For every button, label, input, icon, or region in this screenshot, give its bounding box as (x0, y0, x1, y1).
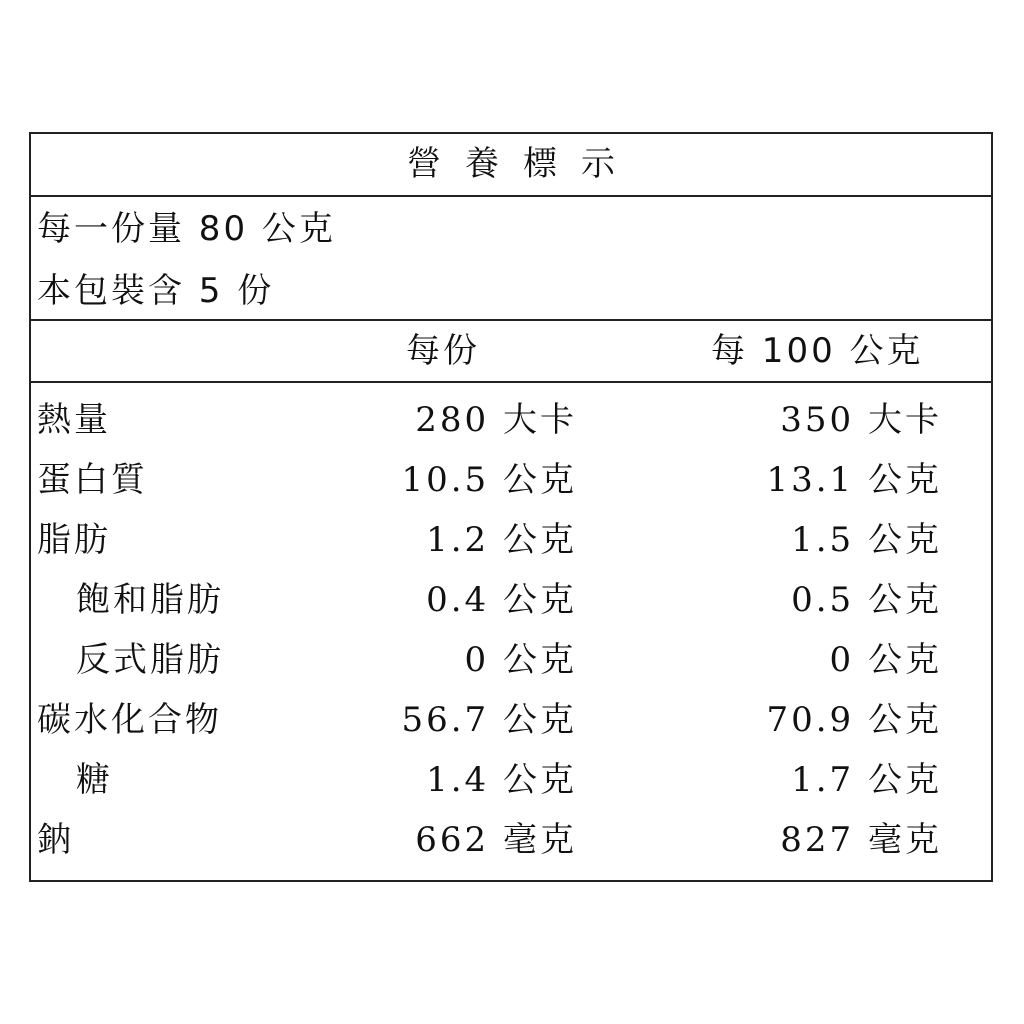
nutrient-row (31, 570, 991, 630)
value-per-100g-number: 827 (780, 820, 855, 860)
value-per-100g-unit: 公克 (854, 460, 942, 500)
column-header-section (31, 321, 991, 383)
value-per-serving (415, 400, 577, 440)
nutrient-name: 鈉 (37, 820, 74, 860)
value-per-serving-number: 0.4 (426, 580, 490, 620)
nutrient-row (31, 450, 991, 510)
value-per-100g-unit: 公克 (854, 760, 942, 800)
value-per-100g-unit: 大卡 (854, 400, 942, 440)
value-per-serving-unit: 大卡 (489, 400, 577, 440)
nutrient-name: 反式脂肪 (76, 640, 224, 680)
nutrient-rows (31, 383, 991, 880)
nutrition-label (29, 132, 993, 882)
nutrient-row (31, 690, 991, 750)
value-per-100g-number: 1.7 (791, 760, 855, 800)
value-per-100g (766, 460, 942, 500)
value-per-100g (791, 760, 942, 800)
nutrient-name: 脂肪 (37, 520, 111, 560)
value-per-100g-number: 350 (780, 400, 855, 440)
nutrient-row (31, 810, 991, 870)
value-per-serving-unit: 公克 (489, 460, 577, 500)
value-per-serving (426, 580, 577, 620)
servings-per-package: 本包裝含 5 份 (37, 271, 275, 311)
value-per-100g (766, 700, 942, 740)
value-per-serving-unit: 公克 (489, 760, 577, 800)
value-per-serving-number: 662 (415, 820, 490, 860)
nutrient-name: 碳水化合物 (37, 700, 222, 740)
value-per-100g-number: 0 (829, 640, 855, 680)
value-per-serving (465, 640, 577, 680)
value-per-100g-unit: 公克 (854, 700, 942, 740)
label-title-section (31, 134, 991, 197)
nutrient-row (31, 390, 991, 450)
label-title: 營養標示 (407, 144, 639, 184)
value-per-serving-number: 280 (415, 400, 490, 440)
serving-info-section (31, 197, 991, 321)
nutrient-name: 熱量 (37, 400, 111, 440)
value-per-100g (791, 520, 942, 560)
value-per-serving (415, 820, 577, 860)
value-per-serving-unit: 公克 (489, 580, 577, 620)
serving-size: 每一份量 80 公克 (37, 209, 336, 249)
value-per-100g (780, 400, 942, 440)
value-per-100g-unit: 公克 (854, 580, 942, 620)
value-per-serving-number: 10.5 (401, 460, 490, 500)
nutrient-name: 蛋白質 (37, 460, 148, 500)
nutrient-row (31, 630, 991, 690)
value-per-serving-number: 56.7 (401, 700, 490, 740)
nutrient-row (31, 750, 991, 810)
value-per-100g-unit: 毫克 (854, 820, 942, 860)
value-per-serving-number: 0 (464, 640, 490, 680)
nutrient-row (31, 510, 991, 570)
value-per-serving (401, 460, 577, 500)
value-per-serving (426, 520, 577, 560)
value-per-100g (791, 580, 942, 620)
value-per-serving-number: 1.2 (426, 520, 490, 560)
value-per-100g-unit: 公克 (854, 520, 942, 560)
value-per-100g-number: 13.1 (766, 460, 855, 500)
value-per-serving-unit: 毫克 (489, 820, 577, 860)
value-per-100g (780, 820, 942, 860)
value-per-100g-unit: 公克 (854, 640, 942, 680)
column-header-per-100g: 每 100 公克 (711, 331, 924, 371)
value-per-serving (401, 700, 577, 740)
column-header-per-serving: 每份 (406, 331, 480, 371)
value-per-serving (426, 760, 577, 800)
value-per-100g-number: 1.5 (791, 520, 855, 560)
value-per-100g-number: 70.9 (766, 700, 855, 740)
nutrient-name: 飽和脂肪 (76, 580, 224, 620)
nutrient-name: 糖 (76, 760, 113, 800)
value-per-100g (830, 640, 942, 680)
value-per-serving-number: 1.4 (426, 760, 490, 800)
value-per-serving-unit: 公克 (489, 520, 577, 560)
value-per-serving-unit: 公克 (489, 700, 577, 740)
value-per-serving-unit: 公克 (489, 640, 577, 680)
value-per-100g-number: 0.5 (791, 580, 855, 620)
